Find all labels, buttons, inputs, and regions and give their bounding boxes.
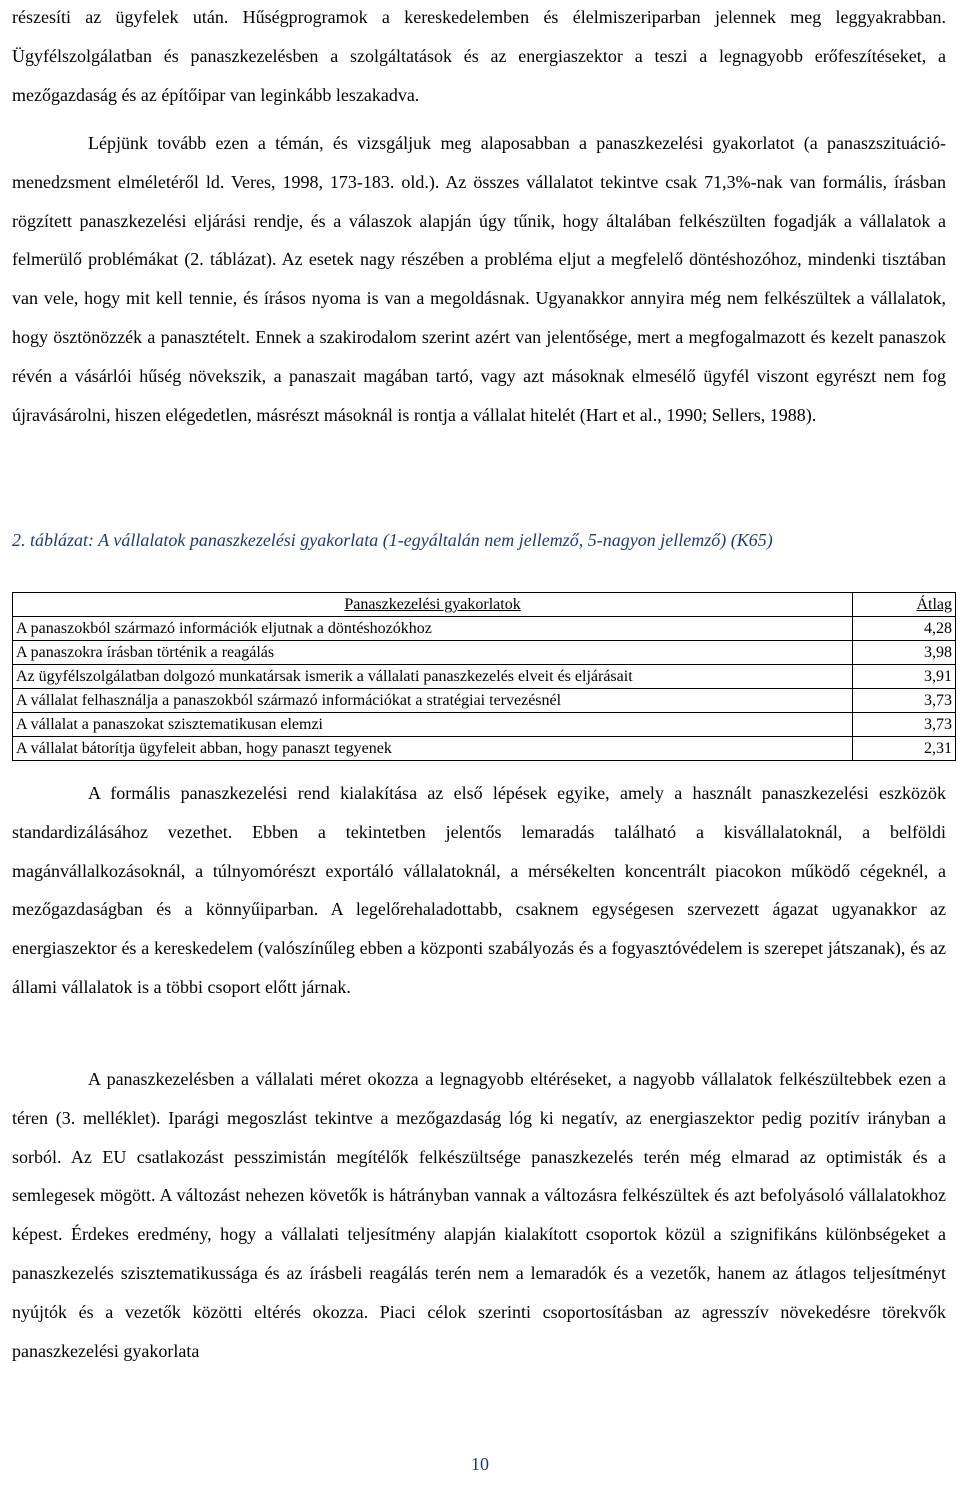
table-row <box>13 617 956 641</box>
row-average: 2,31 <box>853 737 956 761</box>
row-average: 3,91 <box>853 665 956 689</box>
header-average: Átlag <box>853 593 956 617</box>
paragraph-4: A panaszkezelésben a vállalati méret okozza a legnagyobb eltéréseket, a nagyobb vállalatok felkészültebbek ezen a téren (3. melléklet). Iparági megoszlást tekintve a mezőgazdaság lóg ki negatív, az energiaszektor pedig pozitív irányban a sorból. Az EU csatlakozást pesszimistán megítélők felkészültsége panaszkezelés terén még elmarad az optimisták és a semlegesek mögött. A változást nehezen követők is hátrányban vannak a változásra felkészültek és azt befolyásoló vállalatokhoz képest. Érdekes eredmény, hogy a vállalati teljesítmény alapján kialakított csoportok közül a szignifikáns különbségeket a panaszkezelés szisztematikussága és az írásbeli reagálás terén nem a lemaradók és a vezetők, hanem az átlagos teljesítményt nyújtók és a vezetők közötti eltérés okozza. Piaci célok szerinti csoportosításban az agresszív növekedésre törekvők panaszkezelési gyakorlata <box>12 1069 946 1361</box>
row-practice: A panaszokra írásban történik a reagálás <box>13 641 853 665</box>
table-header-row <box>13 593 956 617</box>
paragraph-1: részesíti az ügyfelek után. Hűségprogramok a kereskedelemben és élelmiszeriparban jelennek meg leggyakrabban. Ügyfélszolgálatban és panaszkezelésben a szolgáltatások és az energiaszektor a teszi a legnagyobb erőfeszítéseket, a mezőgazdaság és az építőipar van leginkább leszakadva. <box>12 7 946 105</box>
page-number: 10 <box>471 1454 489 1474</box>
table-row <box>13 713 956 737</box>
table-caption: 2. táblázat: A vállalatok panaszkezelési gyakorlata (1-egyáltalán nem jellemző, 5-nagyon jellemző) (K65) <box>12 530 773 550</box>
row-practice: A vállalat felhasználja a panaszokból származó információkat a stratégiai tervezésnél <box>13 689 853 713</box>
table-row <box>13 641 956 665</box>
row-average: 3,98 <box>853 641 956 665</box>
row-practice: A vállalat a panaszokat szisztematikusan elemzi <box>13 713 853 737</box>
table-row <box>13 665 956 689</box>
paragraph-2: Lépjünk tovább ezen a témán, és vizsgáljuk meg alaposabban a panaszkezelési gyakorlatot (a panaszszituáció-menedzsment elméletéről ld. Veres, 1998, 173-183. old.). Az összes vállalatot tekintve csak 71,3%-nak van formális, írásban rögzített panaszkezelési eljárási rendje, és a válaszok alapján úgy tűnik, hogy általában felkészülten fogadják a vállalatok a felmerülő problémákat (2. táblázat). Az esetek nagy részében a probléma eljut a megfelelő döntéshozóhoz, mindenki tisztában van vele, hogy mit kell tennie, és írásos nyoma is van a megoldásnak. Ugyanakkor annyira még nem felkészültek a vállalatok, hogy ösztönözzék a panasztételt. Ennek a szakirodalom szerint azért van jelentősége, mert a megfogalmazott és kezelt panaszok révén a vásárlói hűség növekszik, a panaszait magában tartó, vagy azt másoknak elmesélő ügyfél viszont egyrészt nem fog újravásárolni, hiszen elégedetlen, másrészt másoknál is rontja a vállalat hitelét (Hart et al., 1990; Sellers, 1988). <box>12 133 946 425</box>
paragraph-3: A formális panaszkezelési rend kialakítása az első lépések egyike, amely a használt panaszkezelési eszközök standardizálásához vezethet. Ebben a tekintetben jelentős lemaradás található a kisvállalatoknál, a belföldi magánvállalkozásoknál, a túlnyomórészt exportáló vállalatoknál, a mérsékelten koncentrált piacokon működő cégeknél, a mezőgazdaságban és a könnyűiparban. A legelőrehaladottabb, csaknem egységesen szervezett ágazat ugyanakkor az energiaszektor és a kereskedelem (valószínűleg ebben a központi szabályozás és a fogyasztóvédelem is szerepet játszanak), és az állami vállalatok is a többi csoport előtt járnak. <box>12 783 946 997</box>
row-practice: Az ügyfélszolgálatban dolgozó munkatársak ismerik a vállalati panaszkezelés elveit és eljárásait <box>13 665 853 689</box>
row-average: 3,73 <box>853 689 956 713</box>
row-average: 4,28 <box>853 617 956 641</box>
table-row <box>13 689 956 713</box>
header-practice: Panaszkezelési gyakorlatok <box>13 593 853 617</box>
complaint-practice-table <box>12 592 956 761</box>
row-practice: A vállalat bátorítja ügyfeleit abban, hogy panaszt tegyenek <box>13 737 853 761</box>
row-practice: A panaszokból származó információk eljutnak a döntéshozókhoz <box>13 617 853 641</box>
table-row <box>13 737 956 761</box>
row-average: 3,73 <box>853 713 956 737</box>
